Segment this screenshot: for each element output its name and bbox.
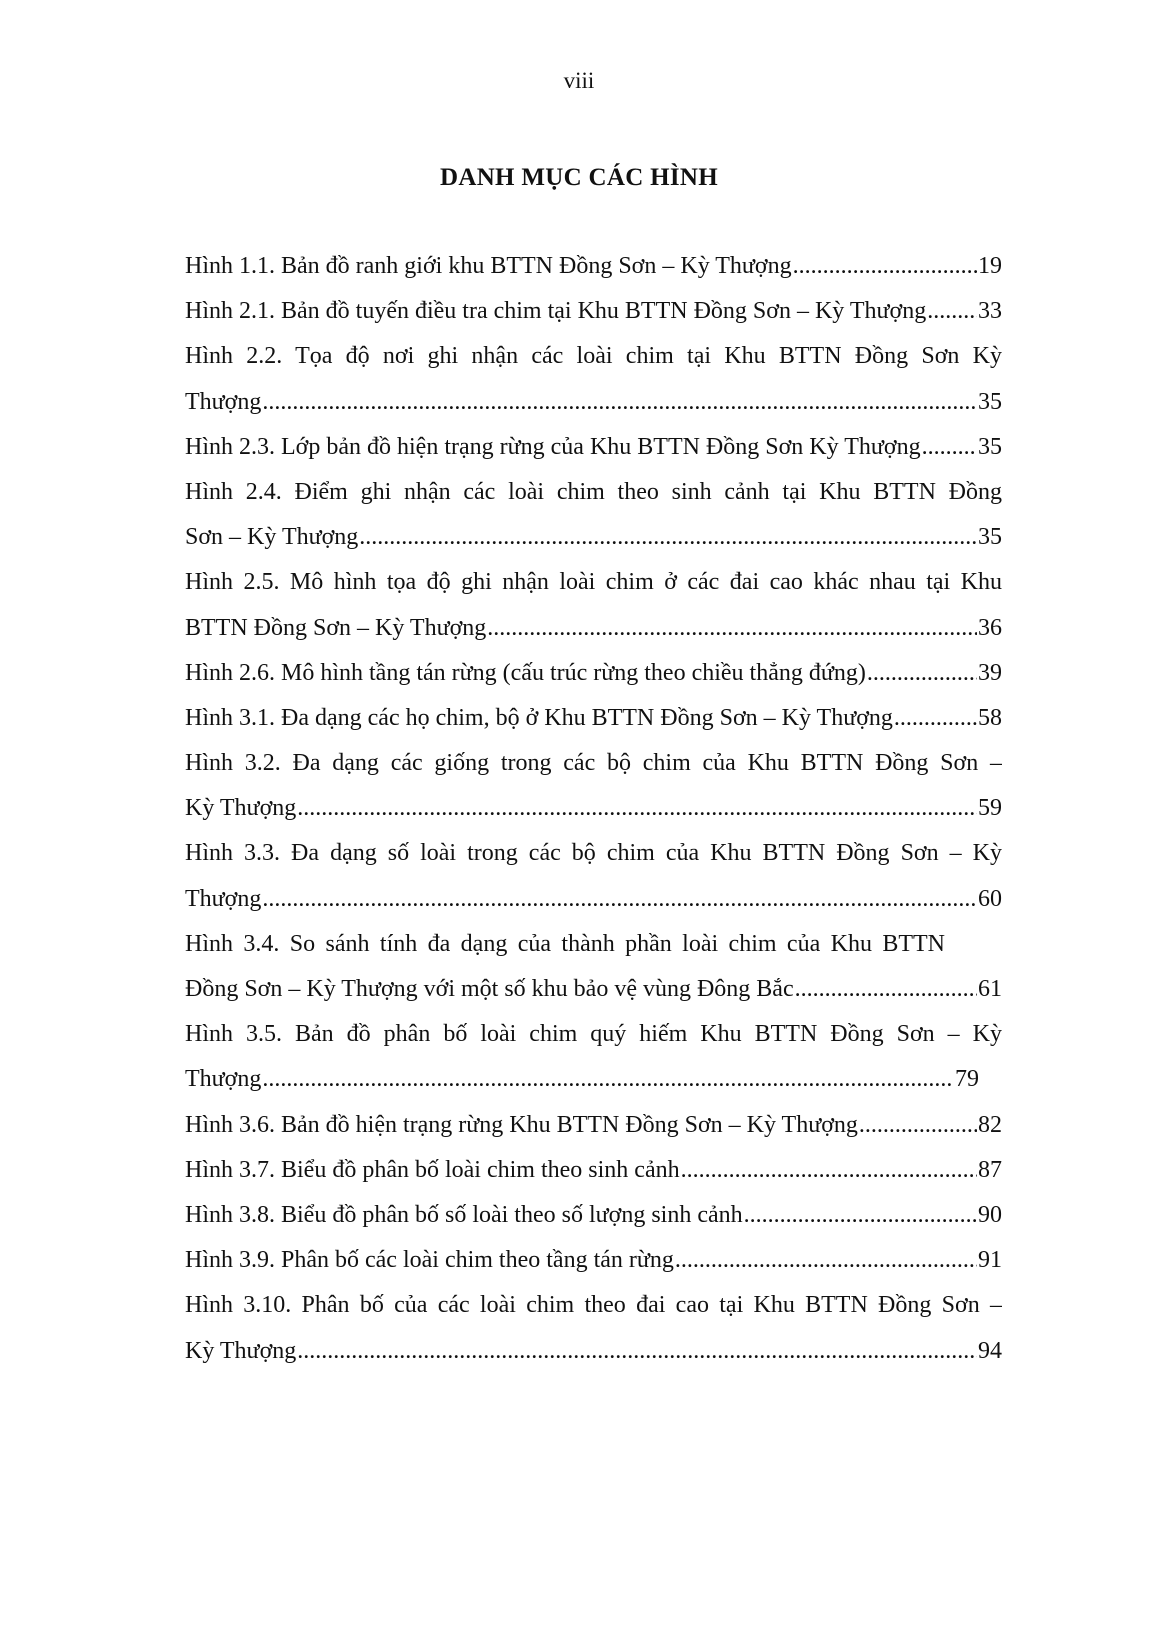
dot-leader — [262, 877, 977, 922]
toc-entry-page: 82 — [978, 1111, 1002, 1138]
toc-entry-title: Hình 1.1. Bản đồ ranh giới khu BTTN Đồng Sơn – Kỳ Thượng — [185, 253, 792, 279]
toc-entry-page: 33 — [978, 298, 1002, 325]
toc-entry-page: 35 — [978, 524, 1002, 551]
toc-entry-continuation[interactable] — [185, 967, 1002, 1012]
toc-entry-title-continued: Thượng — [185, 885, 262, 912]
toc-entry-continuation[interactable] — [185, 877, 1002, 922]
toc-entry-continuation[interactable] — [185, 515, 1002, 560]
toc-entry[interactable] — [185, 289, 1002, 334]
toc-entry-title: Hình 3.8. Biểu đồ phân bố số loài theo số lượng sinh cảnh — [185, 1201, 743, 1228]
toc-entry-continuation[interactable] — [185, 1329, 1002, 1374]
toc-entry-page: 60 — [978, 885, 1002, 912]
toc-entry[interactable] — [185, 1238, 1002, 1283]
dot-leader — [922, 425, 977, 470]
toc-entry[interactable] — [185, 1012, 1002, 1057]
page-number: viii — [563, 68, 595, 93]
page-title: DANH MỤC CÁC HÌNH — [439, 164, 718, 191]
dot-leader — [894, 696, 977, 741]
toc-entry-title-continued: Đồng Sơn – Kỳ Thượng với một số khu bảo vệ vùng Đông Bắc — [185, 976, 794, 1002]
figure-list — [185, 244, 1002, 1374]
toc-entry[interactable] — [185, 1283, 1002, 1328]
toc-entry[interactable] — [185, 696, 1002, 741]
toc-entry-title: Hình 3.7. Biểu đồ phân bố loài chim theo sinh cảnh — [185, 1156, 680, 1183]
toc-entry-continuation[interactable] — [185, 606, 1002, 651]
toc-entry-title-continued: BTTN Đồng Sơn – Kỳ Thượng — [185, 614, 487, 641]
toc-entry[interactable] — [185, 334, 1002, 379]
toc-entry-title: Hình 3.9. Phân bố các loài chim theo tầng tán rừng — [185, 1247, 674, 1274]
toc-entry-page: 94 — [978, 1337, 1002, 1364]
dot-leader — [297, 786, 977, 831]
toc-entry-title: Hình 2.4. Điểm ghi nhận các loài chim theo sinh cảnh tại Khu BTTN Đồng — [185, 478, 1002, 505]
toc-entry[interactable] — [185, 425, 1002, 470]
toc-entry-title: Hình 3.1. Đa dạng các họ chim, bộ ở Khu BTTN Đồng Sơn – Kỳ Thượng — [185, 704, 893, 731]
dot-leader — [297, 1329, 977, 1374]
dot-leader — [859, 1103, 977, 1148]
toc-entry-title: Hình 2.2. Tọa độ nơi ghi nhận các loài chim tại Khu BTTN Đồng Sơn Kỳ — [185, 343, 1002, 370]
toc-entry-page: 90 — [978, 1201, 1002, 1228]
toc-entry[interactable] — [185, 560, 1002, 605]
dot-leader — [744, 1193, 977, 1238]
toc-entry-title-continued: Sơn – Kỳ Thượng — [185, 524, 359, 551]
toc-entry[interactable] — [185, 1103, 1002, 1148]
toc-entry-page: 35 — [978, 433, 1002, 460]
toc-entry[interactable] — [185, 922, 945, 967]
toc-entry-title: Hình 3.10. Phân bố của các loài chim theo đai cao tại Khu BTTN Đồng Sơn – — [185, 1292, 1002, 1319]
toc-entry-page: 58 — [978, 704, 1002, 731]
toc-entry-page: 61 — [978, 976, 1002, 1002]
toc-entry-title: Hình 3.2. Đa dạng các giống trong các bộ chim của Khu BTTN Đồng Sơn – — [185, 750, 1002, 777]
toc-entry-title: Hình 2.1. Bản đồ tuyến điều tra chim tại Khu BTTN Đồng Sơn – Kỳ Thượng — [185, 298, 927, 325]
toc-entry-continuation[interactable] — [185, 1057, 979, 1102]
dot-leader — [867, 651, 977, 696]
dot-leader — [675, 1238, 977, 1283]
toc-entry[interactable] — [185, 1148, 1002, 1193]
toc-entry-continuation[interactable] — [185, 380, 1002, 425]
dot-leader — [681, 1148, 977, 1193]
toc-entry-title: Hình 2.6. Mô hình tầng tán rừng (cấu trúc rừng theo chiều thẳng đứng) — [185, 659, 866, 686]
toc-entry-title-continued: Kỳ Thượng — [185, 795, 297, 822]
toc-entry-title: Hình 2.3. Lớp bản đồ hiện trạng rừng của Khu BTTN Đồng Sơn Kỳ Thượng — [185, 433, 921, 460]
toc-entry-title-continued: Thượng — [185, 388, 262, 415]
toc-entry-page: 19 — [978, 253, 1002, 279]
toc-entry-title: Hình 2.5. Mô hình tọa độ ghi nhận loài chim ở các đai cao khác nhau tại Khu — [185, 569, 1002, 596]
dot-leader — [793, 244, 977, 289]
toc-entry-title: Hình 3.4. So sánh tính đa dạng của thành phần loài chim của Khu BTTN — [185, 930, 945, 957]
toc-entry-title: Hình 3.3. Đa dạng số loài trong các bộ chim của Khu BTTN Đồng Sơn – Kỳ — [185, 840, 1002, 867]
dot-leader — [927, 289, 977, 334]
toc-entry[interactable] — [185, 741, 1002, 786]
toc-entry[interactable] — [185, 1193, 1002, 1238]
toc-entry-page: 87 — [978, 1156, 1002, 1183]
toc-entry-page: 59 — [978, 795, 1002, 822]
toc-entry[interactable] — [185, 651, 1002, 696]
toc-entry-page: 36 — [978, 614, 1002, 641]
dot-leader — [262, 380, 977, 425]
toc-entry-page: 79 — [955, 1066, 979, 1093]
toc-entry[interactable] — [185, 244, 1002, 289]
dot-leader — [262, 1057, 954, 1102]
toc-entry-continuation[interactable] — [185, 786, 1002, 831]
toc-entry-title: Hình 3.6. Bản đồ hiện trạng rừng Khu BTTN Đồng Sơn – Kỳ Thượng — [185, 1111, 858, 1138]
toc-entry-title-continued: Thượng — [185, 1066, 262, 1093]
toc-entry-page: 91 — [978, 1247, 1002, 1274]
dot-leader — [487, 606, 977, 651]
toc-entry-title-continued: Kỳ Thượng — [185, 1337, 297, 1364]
dot-leader — [795, 967, 977, 1012]
toc-entry[interactable] — [185, 470, 1002, 515]
toc-entry-page: 39 — [978, 659, 1002, 686]
dot-leader — [359, 515, 977, 560]
toc-entry-page: 35 — [978, 388, 1002, 415]
toc-entry-title: Hình 3.5. Bản đồ phân bố loài chim quý hiếm Khu BTTN Đồng Sơn – Kỳ — [185, 1021, 1002, 1048]
toc-entry[interactable] — [185, 831, 1002, 876]
